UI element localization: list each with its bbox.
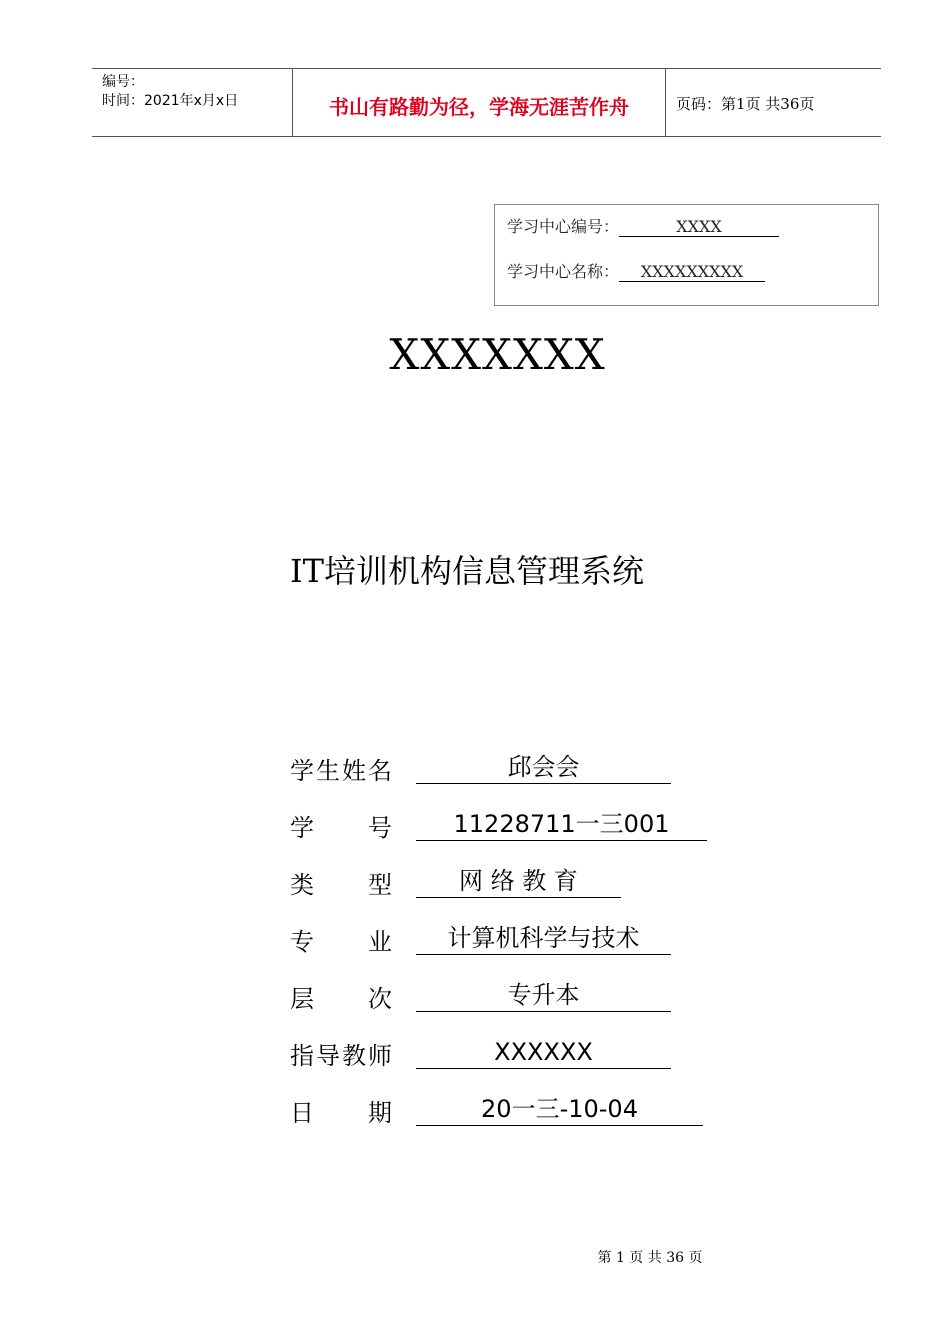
- info-value: 专升本: [416, 979, 671, 1012]
- info-label: 类 型: [290, 871, 392, 899]
- info-label: 专 业: [290, 928, 392, 956]
- page-header: [92, 68, 881, 137]
- info-value: 计算机科学与技术: [416, 922, 671, 955]
- school-name: XXXXXXX: [389, 330, 606, 379]
- info-label: 学 生 姓 名: [290, 757, 392, 785]
- thesis-title: IT培训机构信息管理系统: [290, 552, 644, 590]
- info-value: 20一三-10-04: [416, 1093, 703, 1126]
- header-page-cell: [666, 69, 881, 136]
- info-label: 学 号: [290, 814, 392, 842]
- learning-center-name-label: 学习中心名称：: [507, 262, 620, 281]
- page-code: 页码：第1页 共36页: [676, 95, 815, 113]
- info-label: 层 次: [290, 985, 392, 1013]
- page-footer: 第 1 页 共 36 页: [597, 1250, 703, 1266]
- info-label: 日 期: [290, 1099, 392, 1127]
- learning-center-name-row: [507, 259, 765, 282]
- info-label: 指 导 教 师: [290, 1042, 392, 1070]
- code-label: 编号：: [102, 74, 144, 90]
- motto: 书山有路勤为径，学海无涯苦作舟: [329, 95, 629, 119]
- learning-center-code-value: XXXX: [619, 218, 779, 237]
- header-motto-cell: [293, 69, 666, 136]
- header-meta-cell: [92, 69, 293, 136]
- time-label: 时间：2021年x月x日: [102, 93, 239, 109]
- learning-center-code-row: [507, 214, 779, 237]
- learning-center-name-value: XXXXXXXXX: [619, 263, 765, 282]
- info-value: 11228711一三001: [416, 808, 707, 841]
- info-value: 网 络 教 育: [416, 865, 621, 898]
- info-value: 邱会会: [416, 751, 671, 784]
- learning-center-code-label: 学习中心编号：: [507, 217, 620, 236]
- info-value: XXXXXX: [416, 1036, 671, 1069]
- learning-center-box: [494, 204, 879, 306]
